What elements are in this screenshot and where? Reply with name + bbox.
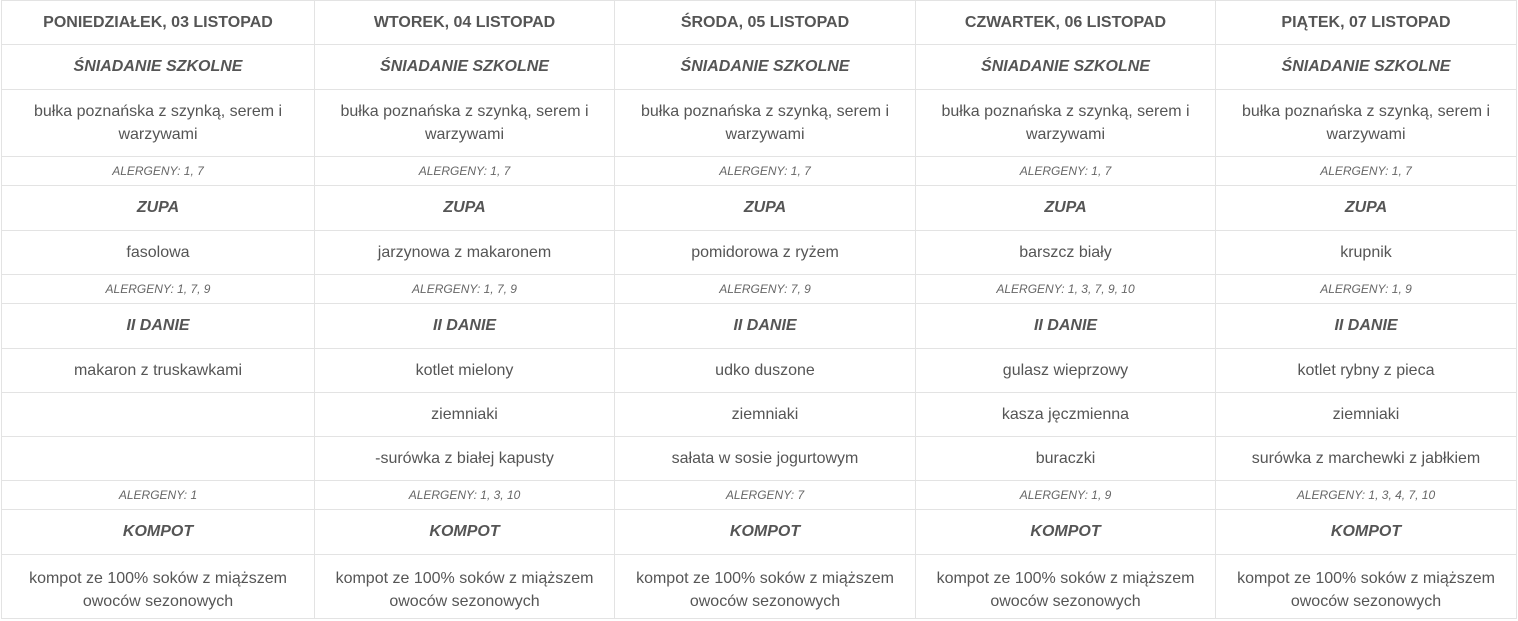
drink-label: KOMPOT xyxy=(615,510,916,555)
main-course-label: II DANIE xyxy=(615,304,916,349)
breakfast-dish: bułka poznańska z szynką, serem i warzywami xyxy=(1216,90,1517,157)
soup-label: ZUPA xyxy=(615,186,916,231)
breakfast-label: ŚNIADANIE SZKOLNE xyxy=(2,45,315,90)
main-row-2 xyxy=(2,393,1517,437)
drink-label: KOMPOT xyxy=(1216,510,1517,555)
main-dish: kotlet rybny z pieca xyxy=(1216,349,1517,393)
soup-label-row xyxy=(2,186,1517,231)
main-row-3 xyxy=(2,437,1517,481)
day-header: ŚRODA, 05 LISTOPAD xyxy=(615,1,916,45)
breakfast-label: ŚNIADANIE SZKOLNE xyxy=(1216,45,1517,90)
salad-dish: sałata w sosie jogurtowym xyxy=(615,437,916,481)
soup-allergens: ALERGENY: 1, 3, 7, 9, 10 xyxy=(916,275,1216,304)
drink-dish: kompot ze 100% soków z miąższem owoców sezonowych xyxy=(1216,555,1517,619)
soup-dish: barszcz biały xyxy=(916,231,1216,275)
drink-dish: kompot ze 100% soków z miąższem owoców sezonowych xyxy=(315,555,615,619)
soup-allergens: ALERGENY: 1, 7, 9 xyxy=(2,275,315,304)
weekly-menu-table xyxy=(1,0,1517,619)
soup-dish: krupnik xyxy=(1216,231,1517,275)
salad-dish: -surówka z białej kapusty xyxy=(315,437,615,481)
main-dish: gulasz wieprzowy xyxy=(916,349,1216,393)
side-dish: ziemniaki xyxy=(615,393,916,437)
drink-row xyxy=(2,555,1517,619)
side-dish: kasza jęczmienna xyxy=(916,393,1216,437)
main-allergens: ALERGENY: 1, 3, 10 xyxy=(315,481,615,510)
breakfast-allergens: ALERGENY: 1, 7 xyxy=(615,157,916,186)
drink-label: KOMPOT xyxy=(315,510,615,555)
main-allergens-row xyxy=(2,481,1517,510)
soup-allergens-row xyxy=(2,275,1517,304)
salad-dish xyxy=(2,437,315,481)
main-dish: makaron z truskawkami xyxy=(2,349,315,393)
breakfast-allergens-row xyxy=(2,157,1517,186)
soup-label: ZUPA xyxy=(315,186,615,231)
side-dish: ziemniaki xyxy=(1216,393,1517,437)
soup-allergens: ALERGENY: 1, 9 xyxy=(1216,275,1517,304)
day-header: PIĄTEK, 07 LISTOPAD xyxy=(1216,1,1517,45)
breakfast-dish: bułka poznańska z szynką, serem i warzywami xyxy=(916,90,1216,157)
breakfast-label: ŚNIADANIE SZKOLNE xyxy=(916,45,1216,90)
soup-dish: pomidorowa z ryżem xyxy=(615,231,916,275)
breakfast-label: ŚNIADANIE SZKOLNE xyxy=(315,45,615,90)
breakfast-allergens: ALERGENY: 1, 7 xyxy=(315,157,615,186)
breakfast-allergens: ALERGENY: 1, 7 xyxy=(916,157,1216,186)
day-header: WTOREK, 04 LISTOPAD xyxy=(315,1,615,45)
breakfast-label-row xyxy=(2,45,1517,90)
breakfast-dish: bułka poznańska z szynką, serem i warzywami xyxy=(315,90,615,157)
main-row-1 xyxy=(2,349,1517,393)
day-header: PONIEDZIAŁEK, 03 LISTOPAD xyxy=(2,1,315,45)
drink-label-row xyxy=(2,510,1517,555)
soup-allergens: ALERGENY: 1, 7, 9 xyxy=(315,275,615,304)
drink-dish: kompot ze 100% soków z miąższem owoców sezonowych xyxy=(2,555,315,619)
drink-label: KOMPOT xyxy=(2,510,315,555)
breakfast-allergens: ALERGENY: 1, 7 xyxy=(2,157,315,186)
soup-dish: fasolowa xyxy=(2,231,315,275)
day-header-row xyxy=(2,1,1517,45)
main-allergens: ALERGENY: 1, 9 xyxy=(916,481,1216,510)
drink-label: KOMPOT xyxy=(916,510,1216,555)
side-dish xyxy=(2,393,315,437)
main-allergens: ALERGENY: 7 xyxy=(615,481,916,510)
drink-dish: kompot ze 100% soków z miąższem owoców sezonowych xyxy=(916,555,1216,619)
main-allergens: ALERGENY: 1 xyxy=(2,481,315,510)
breakfast-dish: bułka poznańska z szynką, serem i warzywami xyxy=(615,90,916,157)
soup-row xyxy=(2,231,1517,275)
main-course-label: II DANIE xyxy=(2,304,315,349)
main-course-label: II DANIE xyxy=(1216,304,1517,349)
soup-allergens: ALERGENY: 7, 9 xyxy=(615,275,916,304)
breakfast-allergens: ALERGENY: 1, 7 xyxy=(1216,157,1517,186)
main-dish: kotlet mielony xyxy=(315,349,615,393)
soup-label: ZUPA xyxy=(916,186,1216,231)
main-dish: udko duszone xyxy=(615,349,916,393)
soup-label: ZUPA xyxy=(1216,186,1517,231)
soup-label: ZUPA xyxy=(2,186,315,231)
main-label-row xyxy=(2,304,1517,349)
breakfast-dish: bułka poznańska z szynką, serem i warzywami xyxy=(2,90,315,157)
side-dish: ziemniaki xyxy=(315,393,615,437)
soup-dish: jarzynowa z makaronem xyxy=(315,231,615,275)
day-header: CZWARTEK, 06 LISTOPAD xyxy=(916,1,1216,45)
main-allergens: ALERGENY: 1, 3, 4, 7, 10 xyxy=(1216,481,1517,510)
main-course-label: II DANIE xyxy=(315,304,615,349)
breakfast-row xyxy=(2,90,1517,157)
salad-dish: surówka z marchewki z jabłkiem xyxy=(1216,437,1517,481)
drink-dish: kompot ze 100% soków z miąższem owoców sezonowych xyxy=(615,555,916,619)
breakfast-label: ŚNIADANIE SZKOLNE xyxy=(615,45,916,90)
main-course-label: II DANIE xyxy=(916,304,1216,349)
salad-dish: buraczki xyxy=(916,437,1216,481)
